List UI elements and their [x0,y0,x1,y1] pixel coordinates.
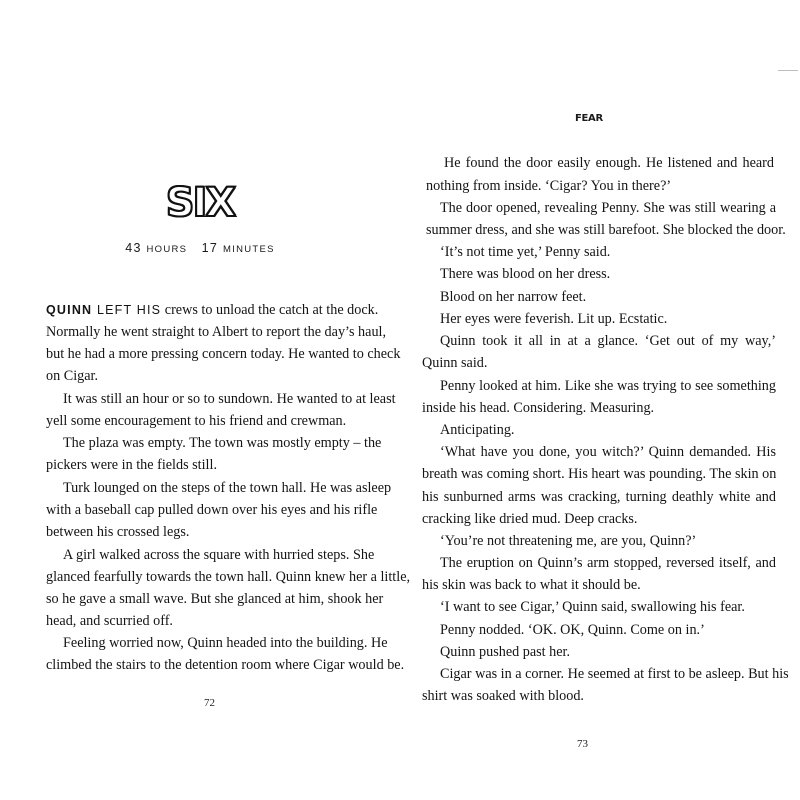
text-line: glanced fearfully towards the town hall. Quinn knew her a little, [46,569,411,585]
text-line: nothing from inside. ‘Cigar? You in there?’ [426,178,672,194]
text-line: ‘I want to see Cigar,’ Quinn said, swallowing his fear. [440,599,745,615]
text-line: Quinn pushed past her. [440,644,571,660]
hours-label: HOURS [146,244,188,255]
page-number-right: 73 [577,738,588,750]
minutes-label: MINUTES [222,244,275,255]
text-line: Penny nodded. ‘OK. OK, Quinn. Come on in.’ [440,622,705,638]
text-line: with a baseball cap pulled down over his eyes and his rifle [46,502,378,518]
text-line: He found the door easily enough. He listened and heard [444,155,774,171]
text-line: between his crossed legs. [46,524,190,540]
text-line: Feeling worried now, Quinn headed into the building. He [63,635,388,651]
text-line: Quinn took it all in at a glance. ‘Get out of my way,’ [440,333,776,349]
text-line: head, and scurried off. [46,613,173,629]
text-line: Normally he went straight to Albert to report the day’s haul, [46,324,387,340]
text-line: his sunburned arms was cracking, turning deathly white and [422,489,776,505]
text-line: his skin was back to what it should be. [422,577,641,593]
text-line: Her eyes were feverish. Lit up. Ecstatic. [440,311,668,327]
text-line: climbed the stairs to the detention room where Cigar would be. [46,657,405,673]
text-line: The plaza was empty. The town was mostly empty – the [63,435,382,451]
text-line: so he gave a small wave. But she glanced at him, shook her [46,591,384,607]
text-line: ‘You’re not threatening me, are you, Quinn?’ [440,533,697,549]
running-head: FEAR [575,113,603,124]
text-line: There was blood on her dress. [440,266,611,282]
text-line: ‘It’s not time yet,’ Penny said. [440,244,611,260]
text-line-rest: crews to unload the catch at the dock. [161,302,379,318]
text-line: It was still an hour or so to sundown. He wanted to at least [63,391,396,407]
text-line: The eruption on Quinn’s arm stopped, reversed itself, and [440,555,776,571]
text-line: Anticipating. [440,422,515,438]
text-line: pickers were in the fields still. [46,457,217,473]
chapter-time [0,241,400,255]
text-line: Blood on her narrow feet. [440,289,587,305]
text-line: The door opened, revealing Penny. She was still wearing a [440,200,776,216]
lead-in-words: LEFT HIS [96,303,162,317]
text-line: breath was coming short. His heart was pounding. The skin on [422,466,777,482]
text-line: A girl walked across the square with hurried steps. She [63,547,375,563]
text-line: cracking like dried mud. Deep cracks. [422,511,638,527]
text-line: shirt was soaked with blood. [422,688,584,704]
text-line: Quinn said. [422,355,488,371]
lead-in [46,303,161,317]
chapter-title: SIX [165,180,235,226]
text-line: yell some encouragement to his friend and crewman. [46,413,347,429]
text-line: summer dress, and she was still barefoot. She blocked the door. [426,222,786,238]
text-line [46,301,379,319]
text-line: ‘What have you done, you witch?’ Quinn demanded. His [440,444,776,460]
text-line: Cigar was in a corner. He seemed at first to be asleep. But his [440,666,789,682]
scan-edge-mark [778,70,798,71]
page-number-left: 72 [204,697,215,709]
text-line: but he had a more pressing concern today. He wanted to check [46,346,401,362]
lead-in-name: QUINN [46,303,93,317]
hours-value: 43 [125,241,142,255]
text-line: on Cigar. [46,368,99,384]
minutes-value: 17 [201,241,219,255]
text-line: Turk lounged on the steps of the town hall. He was asleep [63,480,392,496]
text-line: inside his head. Considering. Measuring. [422,400,655,416]
text-line: Penny looked at him. Like she was trying to see something [440,378,776,394]
